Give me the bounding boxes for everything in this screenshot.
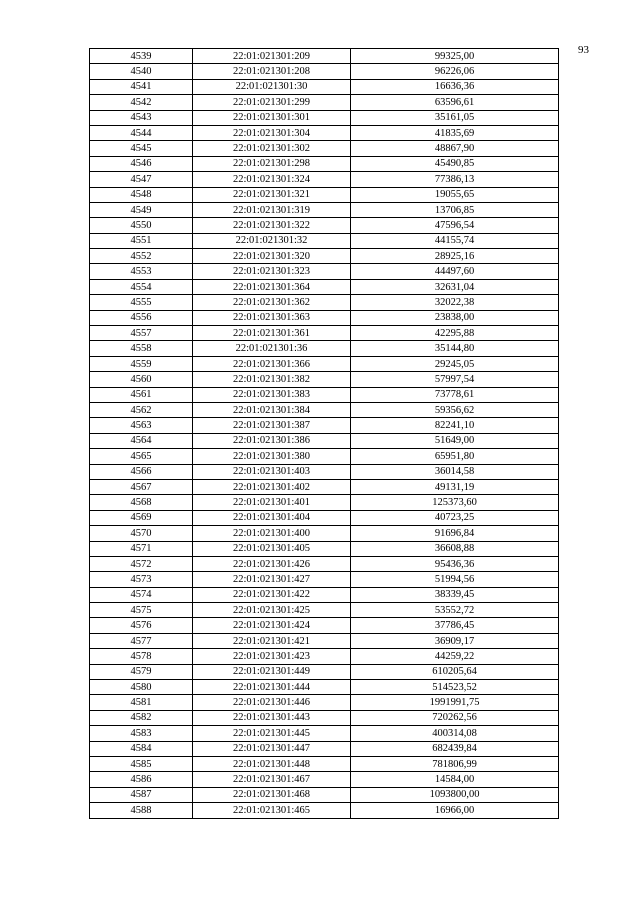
- value-cell: 1991991,75: [351, 695, 559, 710]
- table-row: [90, 756, 559, 771]
- row-number-cell: 4586: [90, 772, 193, 787]
- table-row: [90, 418, 559, 433]
- cadastral-number-cell: 22:01:021301:401: [193, 495, 351, 510]
- cadastral-number-cell: 22:01:021301:445: [193, 726, 351, 741]
- cadastral-number-cell: 22:01:021301:422: [193, 587, 351, 602]
- table-row: [90, 772, 559, 787]
- row-number-cell: 4583: [90, 726, 193, 741]
- value-cell: 36608,88: [351, 541, 559, 556]
- row-number-cell: 4587: [90, 787, 193, 802]
- table-row: [90, 633, 559, 648]
- value-cell: 95436,36: [351, 556, 559, 571]
- row-number-cell: 4557: [90, 326, 193, 341]
- value-cell: 35161,05: [351, 110, 559, 125]
- row-number-cell: 4569: [90, 510, 193, 525]
- cadastral-number-cell: 22:01:021301:321: [193, 187, 351, 202]
- row-number-cell: 4588: [90, 803, 193, 818]
- cadastral-number-cell: 22:01:021301:400: [193, 526, 351, 541]
- table-row: [90, 649, 559, 664]
- row-number-cell: 4574: [90, 587, 193, 602]
- row-number-cell: 4558: [90, 341, 193, 356]
- cadastral-number-cell: 22:01:021301:320: [193, 249, 351, 264]
- cadastral-number-cell: 22:01:021301:421: [193, 633, 351, 648]
- row-number-cell: 4576: [90, 618, 193, 633]
- value-cell: 125373,60: [351, 495, 559, 510]
- value-cell: 720262,56: [351, 710, 559, 725]
- cadastral-number-cell: 22:01:021301:465: [193, 803, 351, 818]
- table-row: [90, 125, 559, 140]
- value-cell: 35144,80: [351, 341, 559, 356]
- value-cell: 63596,61: [351, 95, 559, 110]
- row-number-cell: 4542: [90, 95, 193, 110]
- value-cell: 44259,22: [351, 649, 559, 664]
- row-number-cell: 4543: [90, 110, 193, 125]
- cadastral-table: [89, 48, 559, 819]
- value-cell: 73778,61: [351, 387, 559, 402]
- row-number-cell: 4551: [90, 233, 193, 248]
- value-cell: 59356,62: [351, 402, 559, 417]
- table-row: [90, 64, 559, 79]
- table-row: [90, 479, 559, 494]
- value-cell: 16966,00: [351, 803, 559, 818]
- table-row: [90, 110, 559, 125]
- cadastral-number-cell: 22:01:021301:386: [193, 433, 351, 448]
- value-cell: 47596,54: [351, 218, 559, 233]
- table-row: [90, 295, 559, 310]
- cadastral-number-cell: 22:01:021301:324: [193, 172, 351, 187]
- table-row: [90, 202, 559, 217]
- row-number-cell: 4577: [90, 633, 193, 648]
- table-row: [90, 664, 559, 679]
- row-number-cell: 4584: [90, 741, 193, 756]
- value-cell: 36014,58: [351, 464, 559, 479]
- row-number-cell: 4549: [90, 202, 193, 217]
- cadastral-number-cell: 22:01:021301:302: [193, 141, 351, 156]
- cadastral-number-cell: 22:01:021301:443: [193, 710, 351, 725]
- table-row: [90, 510, 559, 525]
- value-cell: 48867,90: [351, 141, 559, 156]
- value-cell: 77386,13: [351, 172, 559, 187]
- cadastral-number-cell: 22:01:021301:209: [193, 49, 351, 64]
- cadastral-number-cell: 22:01:021301:468: [193, 787, 351, 802]
- cadastral-number-cell: 22:01:021301:30: [193, 79, 351, 94]
- cadastral-number-cell: 22:01:021301:361: [193, 326, 351, 341]
- value-cell: 38339,45: [351, 587, 559, 602]
- row-number-cell: 4561: [90, 387, 193, 402]
- table-row: [90, 710, 559, 725]
- table-row: [90, 449, 559, 464]
- cadastral-number-cell: 22:01:021301:362: [193, 295, 351, 310]
- cadastral-number-cell: 22:01:021301:319: [193, 202, 351, 217]
- value-cell: 19055,65: [351, 187, 559, 202]
- row-number-cell: 4552: [90, 249, 193, 264]
- cadastral-number-cell: 22:01:021301:323: [193, 264, 351, 279]
- cadastral-number-cell: 22:01:021301:467: [193, 772, 351, 787]
- table-row: [90, 402, 559, 417]
- table-row: [90, 218, 559, 233]
- table-row: [90, 433, 559, 448]
- row-number-cell: 4570: [90, 526, 193, 541]
- row-number-cell: 4565: [90, 449, 193, 464]
- value-cell: 1093800,00: [351, 787, 559, 802]
- value-cell: 91696,84: [351, 526, 559, 541]
- row-number-cell: 4555: [90, 295, 193, 310]
- value-cell: 82241,10: [351, 418, 559, 433]
- value-cell: 23838,00: [351, 310, 559, 325]
- table-row: [90, 495, 559, 510]
- row-number-cell: 4554: [90, 279, 193, 294]
- row-number-cell: 4563: [90, 418, 193, 433]
- value-cell: 51994,56: [351, 572, 559, 587]
- table-row: [90, 695, 559, 710]
- value-cell: 41835,69: [351, 125, 559, 140]
- value-cell: 36909,17: [351, 633, 559, 648]
- cadastral-number-cell: 22:01:021301:402: [193, 479, 351, 494]
- value-cell: 42295,88: [351, 326, 559, 341]
- value-cell: 45490,85: [351, 156, 559, 171]
- row-number-cell: 4544: [90, 125, 193, 140]
- row-number-cell: 4572: [90, 556, 193, 571]
- table-row: [90, 387, 559, 402]
- table-row: [90, 141, 559, 156]
- row-number-cell: 4540: [90, 64, 193, 79]
- table-row: [90, 587, 559, 602]
- table-row: [90, 372, 559, 387]
- cadastral-number-cell: 22:01:021301:405: [193, 541, 351, 556]
- table-row: [90, 464, 559, 479]
- row-number-cell: 4580: [90, 680, 193, 695]
- row-number-cell: 4560: [90, 372, 193, 387]
- row-number-cell: 4581: [90, 695, 193, 710]
- cadastral-number-cell: 22:01:021301:301: [193, 110, 351, 125]
- table-row: [90, 310, 559, 325]
- value-cell: 49131,19: [351, 479, 559, 494]
- row-number-cell: 4547: [90, 172, 193, 187]
- cadastral-number-cell: 22:01:021301:423: [193, 649, 351, 664]
- table-row: [90, 49, 559, 64]
- value-cell: 32631,04: [351, 279, 559, 294]
- cadastral-number-cell: 22:01:021301:444: [193, 680, 351, 695]
- row-number-cell: 4568: [90, 495, 193, 510]
- value-cell: 96226,06: [351, 64, 559, 79]
- cadastral-number-cell: 22:01:021301:366: [193, 356, 351, 371]
- cadastral-number-cell: 22:01:021301:424: [193, 618, 351, 633]
- row-number-cell: 4567: [90, 479, 193, 494]
- cadastral-number-cell: 22:01:021301:380: [193, 449, 351, 464]
- cadastral-number-cell: 22:01:021301:448: [193, 756, 351, 771]
- table-row: [90, 603, 559, 618]
- table-body: [90, 49, 559, 819]
- row-number-cell: 4556: [90, 310, 193, 325]
- table-row: [90, 741, 559, 756]
- value-cell: 37786,45: [351, 618, 559, 633]
- table-row: [90, 279, 559, 294]
- table-row: [90, 787, 559, 802]
- row-number-cell: 4559: [90, 356, 193, 371]
- cadastral-number-cell: 22:01:021301:447: [193, 741, 351, 756]
- cadastral-number-cell: 22:01:021301:403: [193, 464, 351, 479]
- table-row: [90, 341, 559, 356]
- row-number-cell: 4539: [90, 49, 193, 64]
- row-number-cell: 4578: [90, 649, 193, 664]
- row-number-cell: 4562: [90, 402, 193, 417]
- value-cell: 29245,05: [351, 356, 559, 371]
- cadastral-number-cell: 22:01:021301:382: [193, 372, 351, 387]
- table-row: [90, 187, 559, 202]
- table-row: [90, 356, 559, 371]
- value-cell: 514523,52: [351, 680, 559, 695]
- cadastral-number-cell: 22:01:021301:363: [193, 310, 351, 325]
- value-cell: 14584,00: [351, 772, 559, 787]
- row-number-cell: 4575: [90, 603, 193, 618]
- value-cell: 781806,99: [351, 756, 559, 771]
- table-row: [90, 680, 559, 695]
- cadastral-number-cell: 22:01:021301:364: [193, 279, 351, 294]
- value-cell: 65951,80: [351, 449, 559, 464]
- value-cell: 682439,84: [351, 741, 559, 756]
- cadastral-number-cell: 22:01:021301:304: [193, 125, 351, 140]
- value-cell: 57997,54: [351, 372, 559, 387]
- value-cell: 610205,64: [351, 664, 559, 679]
- table-row: [90, 618, 559, 633]
- cadastral-number-cell: 22:01:021301:322: [193, 218, 351, 233]
- table-row: [90, 726, 559, 741]
- cadastral-number-cell: 22:01:021301:425: [193, 603, 351, 618]
- row-number-cell: 4546: [90, 156, 193, 171]
- table-row: [90, 556, 559, 571]
- value-cell: 53552,72: [351, 603, 559, 618]
- value-cell: 51649,00: [351, 433, 559, 448]
- value-cell: 32022,38: [351, 295, 559, 310]
- value-cell: 40723,25: [351, 510, 559, 525]
- table-row: [90, 249, 559, 264]
- cadastral-number-cell: 22:01:021301:387: [193, 418, 351, 433]
- cadastral-number-cell: 22:01:021301:384: [193, 402, 351, 417]
- cadastral-number-cell: 22:01:021301:446: [193, 695, 351, 710]
- table-row: [90, 264, 559, 279]
- cadastral-number-cell: 22:01:021301:208: [193, 64, 351, 79]
- row-number-cell: 4571: [90, 541, 193, 556]
- row-number-cell: 4564: [90, 433, 193, 448]
- table-row: [90, 79, 559, 94]
- row-number-cell: 4579: [90, 664, 193, 679]
- table-row: [90, 95, 559, 110]
- cadastral-number-cell: 22:01:021301:426: [193, 556, 351, 571]
- row-number-cell: 4550: [90, 218, 193, 233]
- table-row: [90, 572, 559, 587]
- cadastral-number-cell: 22:01:021301:383: [193, 387, 351, 402]
- row-number-cell: 4566: [90, 464, 193, 479]
- cadastral-number-cell: 22:01:021301:298: [193, 156, 351, 171]
- row-number-cell: 4582: [90, 710, 193, 725]
- cadastral-number-cell: 22:01:021301:449: [193, 664, 351, 679]
- row-number-cell: 4553: [90, 264, 193, 279]
- table-row: [90, 172, 559, 187]
- row-number-cell: 4573: [90, 572, 193, 587]
- page-number: 93: [578, 44, 589, 56]
- row-number-cell: 4541: [90, 79, 193, 94]
- table-row: [90, 156, 559, 171]
- table-row: [90, 526, 559, 541]
- table-row: [90, 803, 559, 818]
- cadastral-number-cell: 22:01:021301:36: [193, 341, 351, 356]
- value-cell: 44497,60: [351, 264, 559, 279]
- row-number-cell: 4545: [90, 141, 193, 156]
- value-cell: 16636,36: [351, 79, 559, 94]
- cadastral-number-cell: 22:01:021301:299: [193, 95, 351, 110]
- value-cell: 13706,85: [351, 202, 559, 217]
- table-row: [90, 326, 559, 341]
- value-cell: 28925,16: [351, 249, 559, 264]
- value-cell: 400314,08: [351, 726, 559, 741]
- value-cell: 44155,74: [351, 233, 559, 248]
- cadastral-number-cell: 22:01:021301:404: [193, 510, 351, 525]
- cadastral-number-cell: 22:01:021301:32: [193, 233, 351, 248]
- table-row: [90, 233, 559, 248]
- table-row: [90, 541, 559, 556]
- cadastral-number-cell: 22:01:021301:427: [193, 572, 351, 587]
- row-number-cell: 4548: [90, 187, 193, 202]
- row-number-cell: 4585: [90, 756, 193, 771]
- value-cell: 99325,00: [351, 49, 559, 64]
